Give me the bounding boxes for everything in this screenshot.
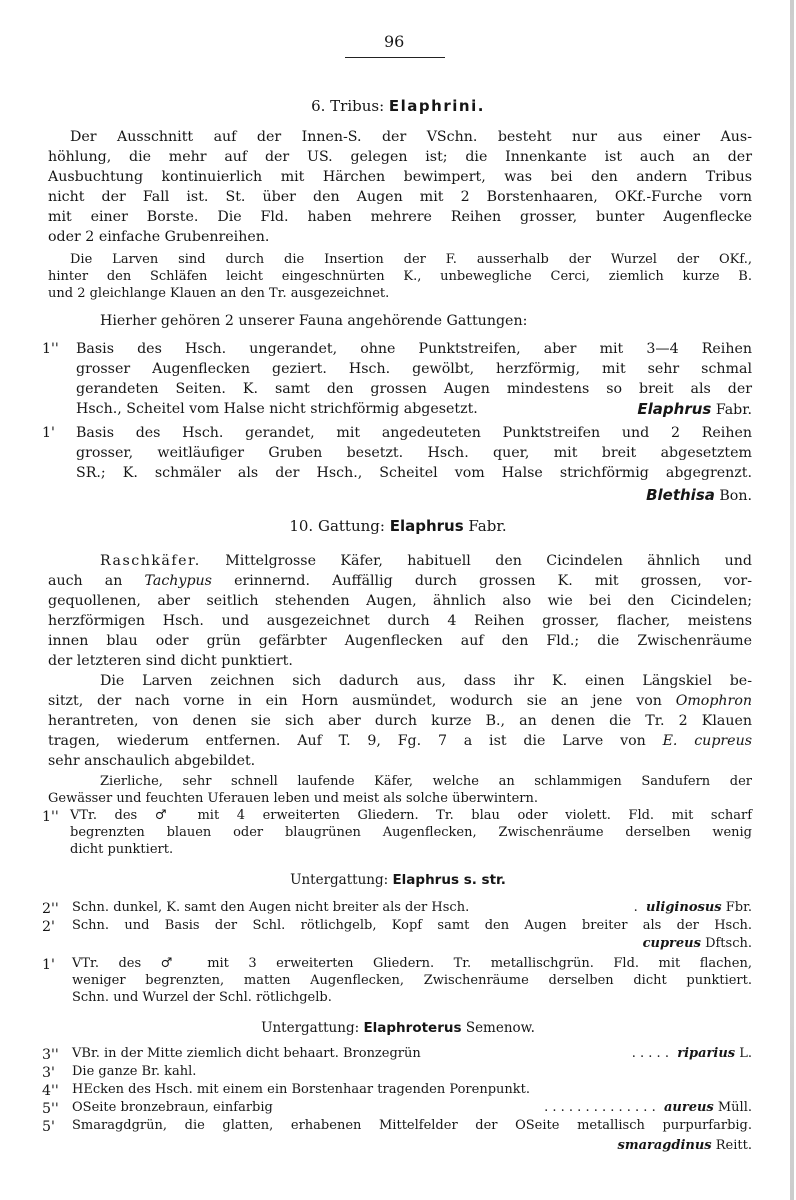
key-line-genus [76,400,752,419]
tribus-prefix: 6. Tribus: [311,97,389,115]
key-sub-line-3: Schn. und Wurzel der Schl. rötlichgelb. [72,990,332,1005]
larvae-line-3: und 2 gleichlange Klauen an den Tr. ausgezeichnet. [48,286,390,301]
larvae-line-2: hinter den Schläfen leicht eingeschnürten K., unbewegliche Cerci, ziemlich kurze B. [48,269,752,284]
key-sub-line-2: weniger begrenzten, matten Augenflecken, Zwischenräume derselben dicht punktiert. [72,973,752,988]
male-symbol-icon: ♂ [154,808,180,823]
key-line: HEcken des Hsch. mit einem ein Borstenhaar tragenden Porenpunkt. [72,1082,531,1097]
key-text: VTr. des [72,956,161,971]
larvae2-line-3: herantreten, von denen sie sich aber durch kurze B., an denen die Tr. 2 Klauen [48,713,752,729]
key-line-species [72,900,752,916]
key-sub-line-1 [70,808,752,824]
gattung-heading [0,516,796,536]
intro-line-5: mit einer Borste. Die Fld. haben mehrere Reihen grosser, bunter Augenflecke [48,209,752,225]
intro-line-4: nicht der Fall ist. St. über den Augen mit 2 Borstenhaaren, OKf.-Furche vorn [48,189,752,205]
untergattung-name: Elaphrus s. str. [392,872,506,888]
intro-line-6: oder 2 einfache Grubenreihen. [48,229,270,245]
gattung-text: auch an [48,573,145,589]
intro-line-1: Der Ausschnitt auf der Innen-S. der VSchn. besteht nur aus einer Aus- [70,129,752,145]
key-line: Schn. und Basis der Schl. rötlichgelb, Kopf samt den Augen breiter als der Hsch. [72,918,752,933]
species-name: smaragdinus [617,1138,712,1153]
key-text: VTr. des [70,808,155,823]
gattung-line-3: gequollenen, aber seitlich stehenden Augen, ähnlich also wie bei den Cicindelen; [48,593,752,609]
untergattung-author: Semenow. [461,1020,535,1036]
key-line: grosser, weitläufiger Gruben besetzt. Hsch. quer, mit breit abgesetztem [76,445,752,461]
key-line: gerandeten Seiten. K. samt den grossen Augen mindestens so breit als der [76,381,752,397]
species-name: aureus [663,1100,714,1115]
habitat-line-2: Gewässer und feuchten Uferauen leben und meist als solche überwintern. [48,791,539,806]
tachypus-name: Tachypus [144,573,212,589]
cupreus-name: E. cupreus [662,733,752,749]
key-number: 5' [42,1119,55,1135]
key-number: 1'' [42,341,59,357]
leader-dot: . [633,900,638,915]
key-sub-line-3: dicht punktiert. [70,842,174,857]
omophron-name: Omophron [675,693,752,709]
key-text: mit 3 erweiterten Gliedern. Tr. metallischgrün. Fld. mit flachen, [187,956,753,971]
untergattung-heading [0,870,796,890]
species-author: L. [735,1046,752,1061]
key-number: 1'' [42,809,59,825]
gattung-prefix: 10. Gattung: [289,517,390,535]
genus-author: Fabr. [711,402,752,418]
larvae2-text: sitzt, der nach vorne in ein Horn ausmündet, wodurch sie an jene von [48,693,662,709]
key-number: 5'' [42,1101,59,1117]
species-author: Reitt. [711,1138,752,1153]
key-line: Smaragdgrün, die glatten, erhabenen Mittelfelder der OSeite metallisch purpurfarbig. [72,1118,752,1133]
raschkaefer-word: Raschkäfer. [100,553,201,569]
key-text: mit 4 erweiterten Gliedern. Tr. blau oder violett. Fld. mit scharf [179,808,753,823]
key-number: 1' [42,957,55,973]
key-number: 2'' [42,901,59,917]
larvae-line-1: Die Larven sind durch die Insertion der F. ausserhalb der Wurzel der OKf., [70,252,752,267]
page-number: 96 [384,32,405,51]
tribus-heading [0,96,796,116]
header-rule [345,57,445,58]
key-line: grosser Augenflecken geziert. Hsch. gewölbt, herzförmig, mit sehr schmal [76,361,752,377]
key-number: 3' [42,1065,55,1081]
species-entry [634,900,752,916]
gattung-line-5: innen blau oder grün gefärbter Augenflecken auf den Fld.; die Zwischenräume [48,633,752,649]
tribus-name: Elaphrini. [388,97,485,115]
intro-line-3: Ausbuchtung kontinuierlich mit Härchen bewimpert, was bei den andern Tribus [48,169,752,185]
genera-intro: Hierher gehören 2 unserer Fauna angehörende Gattungen: [100,313,528,329]
species-entry [618,1138,752,1154]
leader-dots: . . . . . [631,1046,669,1061]
key-line: Basis des Hsch. ungerandet, ohne Punktstreifen, aber mit 3—4 Reihen [76,341,752,357]
species-author: Fbr. [721,900,752,915]
larvae2-text: tragen, wiederum entfernen. Auf T. 9, Fg. 7 a ist die Larve von [48,733,663,749]
gattung-author: Fabr. [463,517,507,535]
key-line-species [72,1046,752,1062]
species-name: uliginosus [646,900,722,915]
male-symbol-icon: ♂ [160,956,188,971]
genus-entry [637,400,752,419]
larvae2-line-2 [48,692,752,710]
key-number: 1' [42,425,55,441]
gattung-line-6: der letzteren sind dicht punktiert. [48,653,293,669]
key-number: 3'' [42,1047,59,1063]
intro-line-2: höhlung, die mehr auf der US. gelegen ist; die Innenkante ist auch an der [48,149,752,165]
key-sub-line-2: begrenzten blauen oder blaugrünen Augenflecken, Zwischenräume derselben wenig [70,825,752,840]
species-entry [544,1100,752,1116]
untergattung-heading [0,1018,796,1038]
key-line-species [72,1100,752,1116]
genus-name: Elaphrus [637,400,712,418]
untergattung-prefix: Untergattung: [261,1020,364,1036]
species-name: cupreus [642,936,701,951]
key-line-text: Hsch., Scheitel vom Halse nicht strichförmig abgesetzt. [76,401,478,417]
larvae2-line-5: sehr anschaulich abgebildet. [48,753,256,769]
key-line: Die ganze Br. kahl. [72,1064,197,1079]
larvae2-line-1: Die Larven zeichnen sich dadurch aus, dass ihr K. einen Längskiel be- [100,673,752,689]
species-author: Müll. [713,1100,752,1115]
key-line: Basis des Hsch. gerandet, mit angedeuteten Punktstreifen und 2 Reihen [76,425,752,441]
gattung-text: Mittelgrosse Käfer, habituell den Cicindelen ähnlich und [200,553,752,569]
untergattung-name: Elaphroterus [363,1020,462,1036]
gattung-line-1 [100,552,752,570]
genus-entry [646,486,752,505]
key-number: 2' [42,919,55,935]
key-text: VBr. in der Mitte ziemlich dicht behaart. Bronzegrün [72,1046,421,1061]
leader-dots: . . . . . . . . . . . . . . [544,1100,656,1115]
larvae2-line-4 [48,732,752,750]
key-sub-line-1 [72,956,752,972]
species-entry [632,1046,752,1062]
habitat-line-1: Zierliche, sehr schnell laufende Käfer, welche an schlammigen Sandufern der [100,774,752,789]
untergattung-prefix: Untergattung: [290,872,393,888]
genus-author: Bon. [714,488,752,504]
key-number: 4'' [42,1083,59,1099]
species-entry [643,936,752,952]
gattung-name: Elaphrus [389,517,464,535]
key-text: Schn. dunkel, K. samt den Augen nicht breiter als der Hsch. [72,900,470,915]
species-author: Dftsch. [700,936,752,951]
genus-name: Blethisa [646,486,715,504]
gattung-text: erinnernd. Auffällig durch grossen K. mit grossen, vor- [211,573,752,589]
gattung-line-2 [48,572,752,590]
species-name: riparius [677,1046,736,1061]
key-line: SR.; K. schmäler als der Hsch., Scheitel vom Halse strichförmig abgegrenzt. [76,465,752,481]
key-text: OSeite bronzebraun, einfarbig [72,1100,273,1115]
gattung-line-4: herzförmigen Hsch. und ausgezeichnet durch 4 Reihen grosser, flacher, meistens [48,613,752,629]
